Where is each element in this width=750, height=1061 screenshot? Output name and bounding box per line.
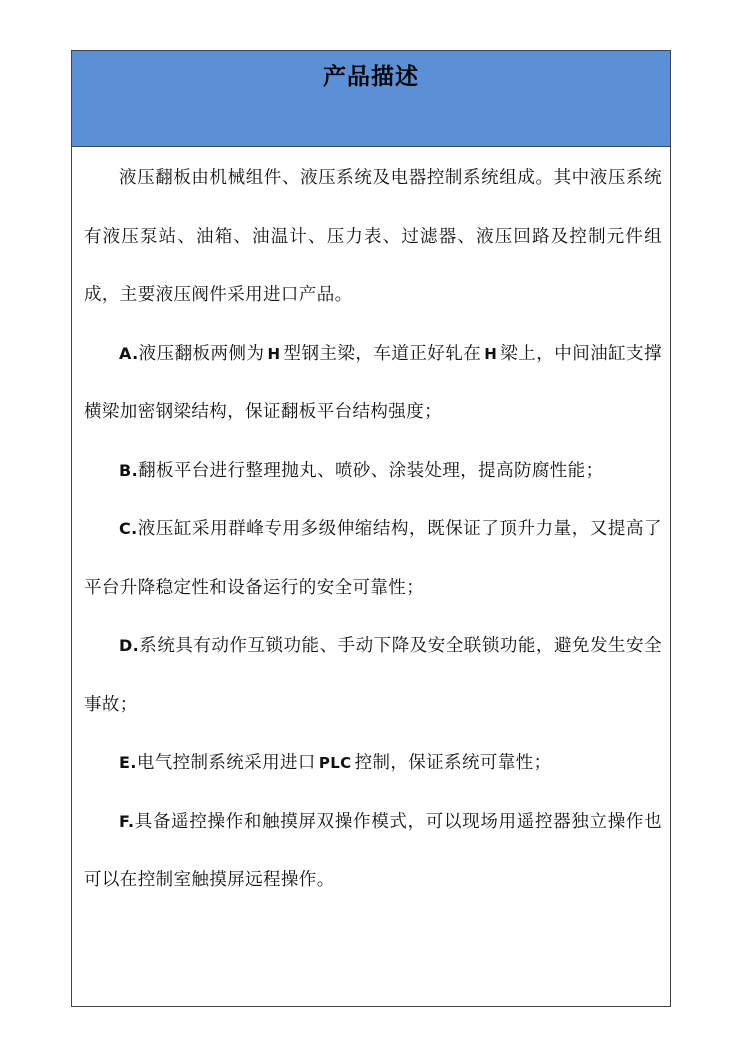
feature-b-paragraph bbox=[84, 442, 662, 501]
product-description-sheet bbox=[71, 50, 671, 1007]
feature-c-paragraph bbox=[84, 500, 662, 617]
feature-f-label: F. bbox=[119, 811, 135, 831]
feature-b-text: 翻板平台进行整理抛丸、喷砂、涂装处理，提高防腐性能； bbox=[138, 460, 604, 481]
feature-e-paragraph bbox=[84, 734, 662, 793]
feature-d-paragraph bbox=[84, 617, 662, 734]
feature-a-text-1: 液压翻板两侧为 bbox=[138, 343, 265, 364]
feature-c-label: C. bbox=[119, 519, 138, 538]
feature-e-text-1: 电气控制系统采用进口 bbox=[136, 753, 316, 773]
feature-c-text: 液压缸采用群峰专用多级伸缩结构，既保证了顶升力量，又提高了平台升降稳定性和设备运行的安全可靠性； bbox=[84, 519, 662, 598]
feature-f-paragraph bbox=[84, 793, 662, 910]
feature-a-term-2: H bbox=[484, 344, 498, 363]
feature-d-label: D. bbox=[119, 636, 140, 655]
page-title: 产品描述 bbox=[323, 63, 419, 90]
feature-a-label: A. bbox=[119, 343, 139, 363]
feature-f-text: 具备遥控操作和触摸屏双操作模式，可以现场用遥控器独立操作也可以在控制室触摸屏远程操作。 bbox=[84, 811, 662, 890]
description-body bbox=[71, 146, 671, 1007]
feature-b-label: B. bbox=[119, 460, 139, 480]
feature-a-text-3: 梁上，中间油缸支撑横梁加密钢梁结构，保证翻板平台结构强度； bbox=[84, 343, 662, 422]
feature-a-paragraph bbox=[84, 325, 662, 442]
intro-paragraph bbox=[84, 149, 662, 325]
description-content bbox=[84, 149, 662, 910]
title-header bbox=[71, 50, 671, 147]
feature-d-text: 系统具有动作互锁功能、手动下降及安全联锁功能，避免发生安全事故； bbox=[84, 636, 662, 715]
feature-a-text-2: 型钢主梁，车道正好轧在 bbox=[283, 343, 482, 364]
feature-e-label: E. bbox=[119, 753, 137, 772]
intro-text: 液压翻板由机械组件、液压系统及电器控制系统组成。其中液压系统有液压泵站、油箱、油温计、压力表、过滤器、液压回路及控制元件组成，主要液压阀件采用进口产品。 bbox=[84, 168, 662, 305]
feature-e-term: PLC bbox=[318, 754, 352, 772]
feature-a-term-1: H bbox=[267, 344, 281, 363]
feature-e-text-2: 控制，保证系统可靠性； bbox=[354, 753, 552, 773]
